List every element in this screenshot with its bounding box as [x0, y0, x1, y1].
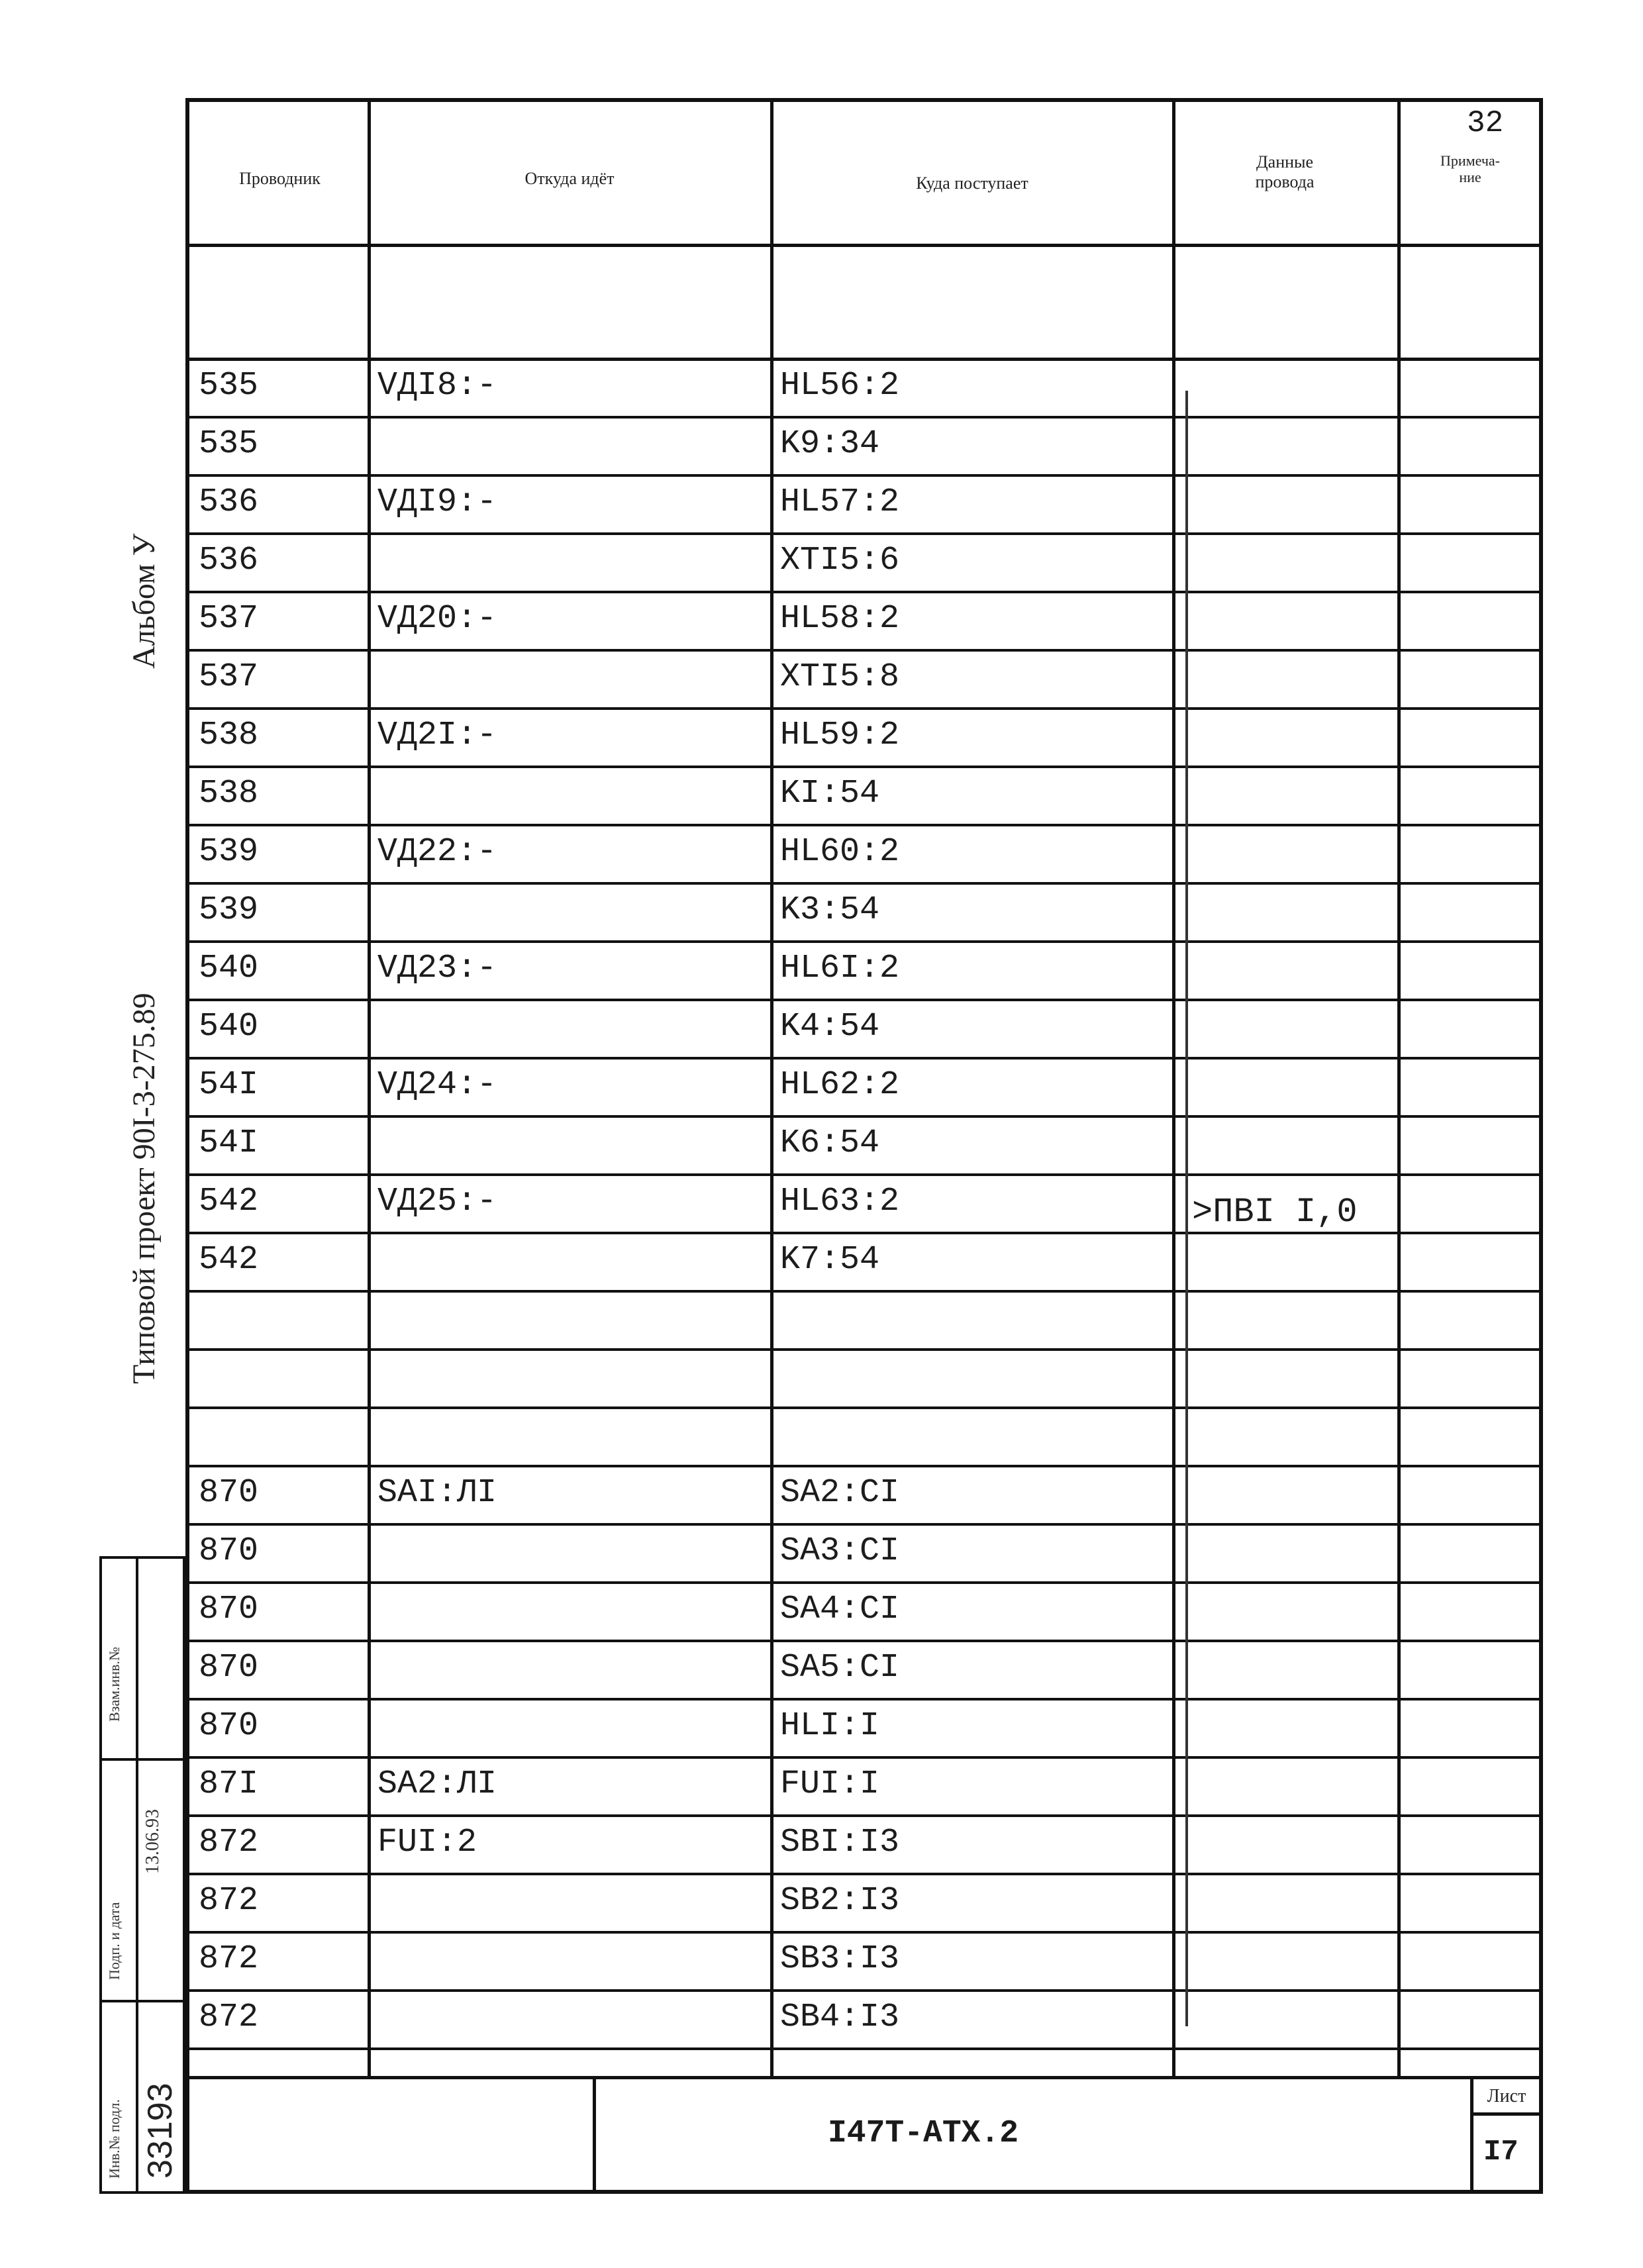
header-data-line2: провода: [1255, 172, 1315, 191]
stamp-replace-inv: Взам.инв.№: [106, 1647, 123, 1722]
to-cell: FUI:I: [780, 1765, 880, 1803]
to-cell: HL57:2: [780, 483, 900, 521]
album-label: Альбом У: [126, 533, 162, 669]
to-cell: HL63:2: [780, 1183, 900, 1220]
wire-cell: 870: [199, 1591, 259, 1628]
from-cell: VДI8:-: [377, 367, 497, 405]
row-rule: [185, 1814, 1543, 1817]
row-rule: [185, 474, 1543, 477]
to-cell: KI:54: [780, 775, 880, 813]
row-rule: [185, 2047, 1543, 2050]
row-rule: [185, 999, 1543, 1001]
stamp-rule: [99, 1758, 185, 1761]
header-note-line2: ние: [1459, 169, 1481, 186]
row-rule: [185, 532, 1543, 535]
row-rule: [185, 1640, 1543, 1642]
to-cell: K4:54: [780, 1008, 880, 1046]
row-rule: [185, 707, 1543, 710]
wire-cell: 54I: [199, 1124, 259, 1162]
wire-cell: 542: [199, 1183, 259, 1220]
from-cell: VД20:-: [377, 600, 497, 638]
wire-cell: 542: [199, 1241, 259, 1279]
to-cell: K6:54: [780, 1124, 880, 1162]
header-note-line1: Примеча-: [1440, 152, 1500, 169]
row-rule: [185, 1756, 1543, 1759]
header-wire: Проводник: [239, 169, 321, 188]
to-cell: HL59:2: [780, 716, 900, 754]
to-cell: XTI5:8: [780, 658, 900, 696]
row-rule: [185, 1057, 1543, 1060]
wire-cell: 870: [199, 1707, 259, 1745]
stamp-rule: [99, 2000, 185, 2002]
wire-cell: 870: [199, 1649, 259, 1687]
to-cell: K3:54: [780, 891, 880, 929]
col-divider: [368, 98, 371, 2078]
from-cell: VД23:-: [377, 950, 497, 987]
wire-cell: 872: [199, 1940, 259, 1978]
wire-cell: 870: [199, 1532, 259, 1570]
stamp-inv-orig: Инв.№ подл.: [106, 2099, 123, 2179]
stamp-divider: [136, 1556, 138, 2194]
row-rule: [185, 1523, 1543, 1526]
from-cell: SA2:ЛI: [377, 1765, 497, 1803]
project-label: Типовой проект 90I-3-275.89: [126, 993, 162, 1384]
row-rule: [185, 1115, 1543, 1118]
col-divider: [770, 98, 773, 2078]
from-cell: VДI9:-: [377, 483, 497, 521]
from-cell: FUI:2: [377, 1824, 477, 1861]
title-block-left: [593, 2076, 596, 2194]
stamp-inv-number: 33193: [141, 2083, 179, 2179]
to-cell: XTI5:6: [780, 542, 900, 579]
col-divider: [1172, 98, 1175, 2078]
sheet-box-rule: [1470, 2112, 1543, 2116]
header-from: Откуда идёт: [524, 169, 615, 188]
row-rule: [185, 1348, 1543, 1351]
row-rule: [185, 1931, 1543, 1934]
from-cell: VД24:-: [377, 1066, 497, 1104]
from-cell: VД2I:-: [377, 716, 497, 754]
wire-cell: 537: [199, 600, 259, 638]
footer-rule: [185, 2076, 1543, 2079]
row-rule: [185, 1698, 1543, 1701]
header-data-line1: Данные: [1256, 152, 1314, 172]
row-rule: [185, 1581, 1543, 1584]
to-cell: HL58:2: [780, 600, 900, 638]
row-rule: [185, 1873, 1543, 1875]
header-data: [1175, 152, 1394, 192]
to-cell: K7:54: [780, 1241, 880, 1279]
to-cell: SA2:CI: [780, 1474, 900, 1512]
wire-cell: 535: [199, 367, 259, 405]
row-rule: [185, 649, 1543, 652]
document-code: I47T-ATX.2: [828, 2116, 1019, 2151]
row-rule: [185, 940, 1543, 943]
wire-cell: 54I: [199, 1066, 259, 1104]
row-rule: [185, 1465, 1543, 1467]
wire-cell: 872: [199, 1998, 259, 2036]
from-cell: VД25:-: [377, 1183, 497, 1220]
row-rule: [185, 1406, 1543, 1409]
header-rule: [185, 244, 1543, 247]
from-cell: VД22:-: [377, 833, 497, 871]
row-rule: [185, 1173, 1543, 1176]
row-rule: [185, 765, 1543, 768]
to-cell: SA5:CI: [780, 1649, 900, 1687]
to-cell: SA3:CI: [780, 1532, 900, 1570]
corner-page-number: 32: [1467, 106, 1504, 140]
to-cell: SB2:I3: [780, 1882, 900, 1920]
to-cell: HL56:2: [780, 367, 900, 405]
wire-cell: 539: [199, 891, 259, 929]
sheet-number: I7: [1483, 2136, 1519, 2169]
wire-cell: 535: [199, 425, 259, 463]
wire-cell: 536: [199, 542, 259, 579]
stamp-sign-date: Подп. и дата: [106, 1902, 123, 1980]
to-cell: SB3:I3: [780, 1940, 900, 1978]
wire-cell: 538: [199, 775, 259, 813]
wire-cell: 540: [199, 1008, 259, 1046]
to-cell: K9:34: [780, 425, 880, 463]
to-cell: SA4:CI: [780, 1591, 900, 1628]
sheet-label: Лист: [1487, 2086, 1526, 2106]
to-cell: HL6I:2: [780, 950, 900, 987]
row-rule: [185, 416, 1543, 419]
col-divider: [1397, 98, 1401, 2078]
to-cell: SB4:I3: [780, 1998, 900, 2036]
row-rule: [185, 1232, 1543, 1234]
wire-cell: 538: [199, 716, 259, 754]
wire-cell: 87I: [199, 1765, 259, 1803]
row-rule: [185, 591, 1543, 593]
wire-data-value: >ПВI I,0: [1192, 1193, 1358, 1232]
wire-cell: 539: [199, 833, 259, 871]
wire-cell: 540: [199, 950, 259, 987]
wire-cell: 872: [199, 1824, 259, 1861]
header-to: Куда поступает: [916, 173, 1028, 193]
to-cell: HL60:2: [780, 833, 900, 871]
from-cell: SAI:ЛI: [377, 1474, 497, 1512]
to-cell: HL62:2: [780, 1066, 900, 1104]
wire-cell: 872: [199, 1882, 259, 1920]
row-rule: [185, 358, 1543, 361]
wire-data-brace: [1185, 391, 1188, 2026]
to-cell: HLI:I: [780, 1707, 880, 1745]
row-rule: [185, 1989, 1543, 1992]
row-rule: [185, 1290, 1543, 1293]
row-rule: [185, 882, 1543, 885]
to-cell: SBI:I3: [780, 1824, 900, 1861]
header-note: [1401, 152, 1540, 186]
wire-cell: 536: [199, 483, 259, 521]
row-rule: [185, 824, 1543, 826]
wire-cell: 870: [199, 1474, 259, 1512]
stamp-date-value: 13.06.93: [142, 1809, 163, 1874]
wire-cell: 537: [199, 658, 259, 696]
